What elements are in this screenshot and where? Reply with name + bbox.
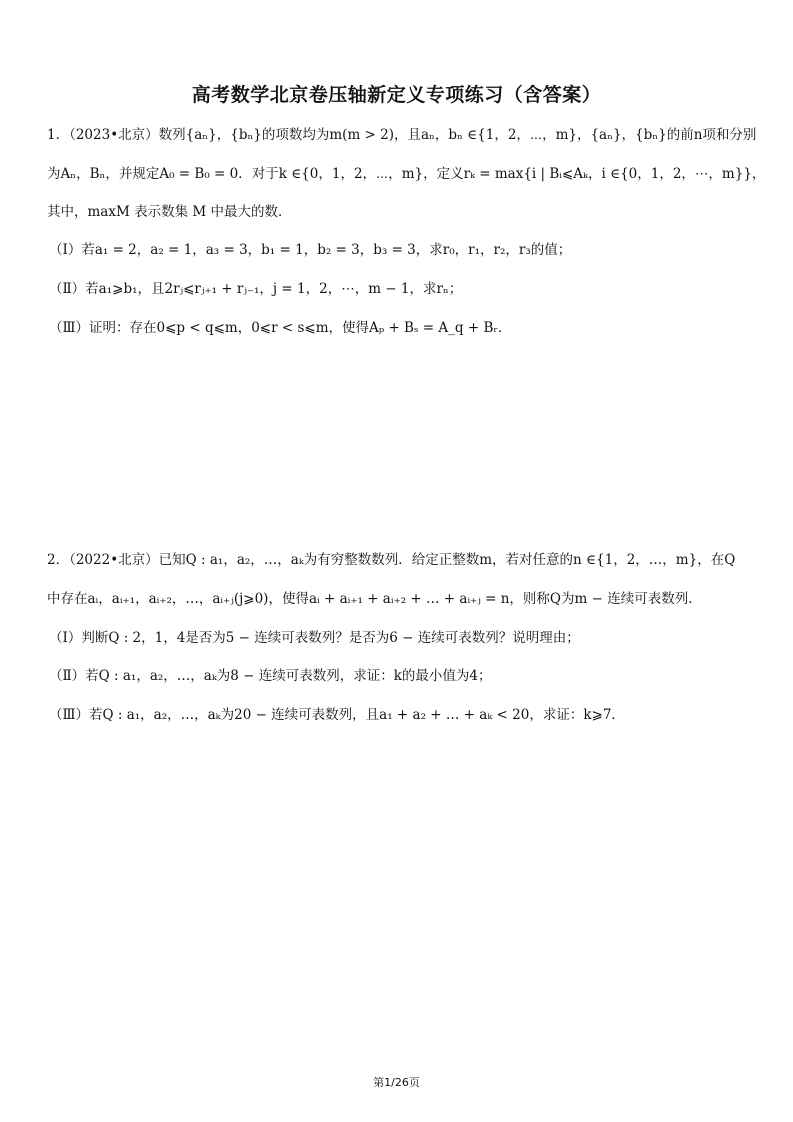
problem-1-part-2: （Ⅱ）若a₁⩾b₁，且2rⱼ⩽rⱼ₊₁ + rⱼ₋₁，j = 1，2，⋯，m − 1，求rₙ； — [49, 281, 463, 297]
problem-2-part-2: （Ⅱ）若Q : a₁，a₂，…，aₖ为8 − 连续可表数列，求证：k的最小值为4； — [49, 668, 492, 684]
problem-1-part-1: （Ⅰ）若a₁ = 2，a₂ = 1，a₃ = 3，b₁ = 1，b₂ = 3，b₃ = 3，求r₀，r₁，r₂，r₃的值； — [49, 242, 572, 258]
page-title: 高考数学北京卷压轴新定义专项练习（含答案） — [191, 84, 602, 106]
problem-1-line-1: 1．（2023•北京）数列{aₙ}，{bₙ}的项数均为m(m > 2)，且aₙ，bₙ ∈{1，2，⋯，m}，{aₙ}，{bₙ}的前n项和分别 — [47, 127, 757, 143]
problem-2-line-2: 中存在aᵢ，aᵢ₊₁，aᵢ₊₂，…，aᵢ₊ⱼ(j⩾0)，使得aᵢ + aᵢ₊₁ + aᵢ₊₂ + … + aᵢ₊ⱼ = n，则称Q为m − 连续可表数列． — [47, 591, 702, 607]
page-number: 第1/26页 — [373, 1076, 420, 1089]
problem-1-line-2: 为Aₙ，Bₙ，并规定A₀ = B₀ = 0．对于k ∈{0，1，2，⋯，m}，定义rₖ = max{i | Bᵢ⩽Aₖ，i ∈{0，1，2，⋯，m}}， — [47, 166, 766, 182]
problem-2-part-3: （Ⅲ）若Q : a₁，a₂，…，aₖ为20 − 连续可表数列，且a₁ + a₂ + … + aₖ < 20，求证：k⩾7． — [49, 707, 625, 723]
problem-1-part-3: （Ⅲ）证明：存在0⩽p < q⩽m，0⩽r < s⩽m，使得Aₚ + Bₛ = A_q + Bᵣ． — [49, 320, 512, 336]
problem-2-part-1: （Ⅰ）判断Q : 2，1，4是否为5 − 连续可表数列？是否为6 − 连续可表数列？说明理由； — [49, 630, 580, 646]
problem-2-line-1: 2．（2022•北京）已知Q : a₁，a₂，…，aₖ为有穷整数数列．给定正整数m，若对任意的n ∈{1，2，…，m}，在Q — [47, 552, 736, 568]
problem-1-line-3: 其中，maxM 表示数集 M 中最大的数． — [47, 204, 292, 220]
